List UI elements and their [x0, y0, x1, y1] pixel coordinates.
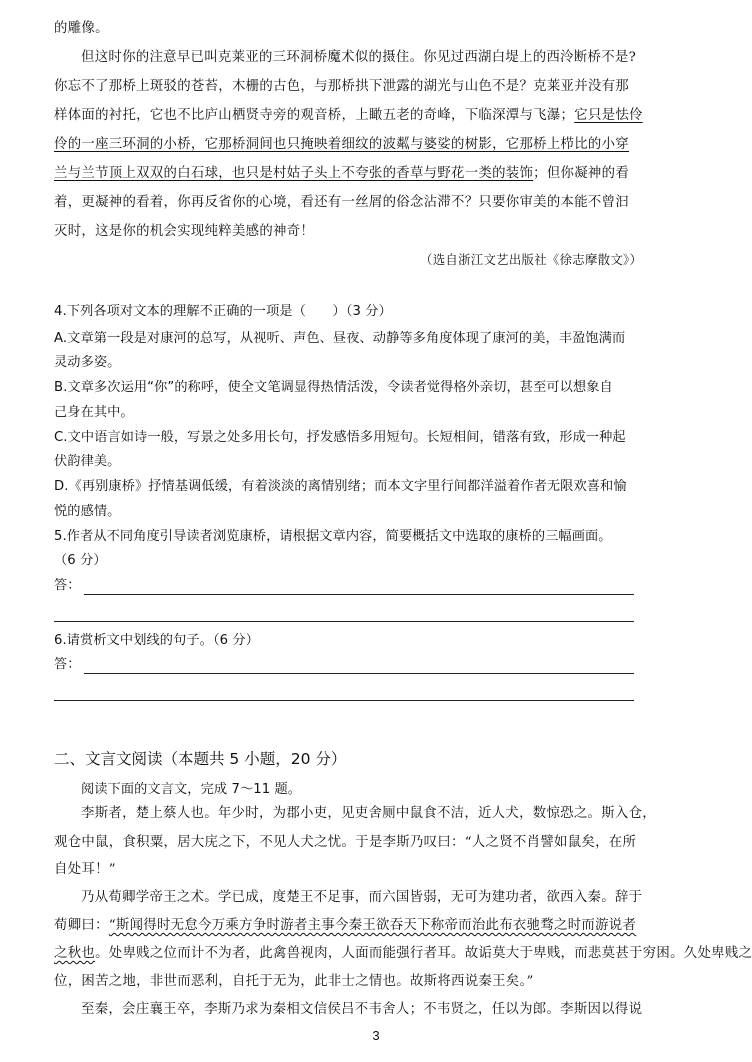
classical-line: [54, 918, 704, 934]
wavy-underlined-passage: 之秋也: [54, 946, 96, 961]
prose-text: 样体面的衬托，它也不比庐山栖贤寺旁的观音桥，上瞰五老的奇峰，下临深潭与飞瀑；: [54, 108, 575, 123]
prose-line: 灭时，这是你的机会实现纯粹美感的神奇！: [54, 224, 315, 239]
classical-line: [54, 946, 752, 962]
question-4-option-d-cont: 悦的感情。: [54, 504, 121, 519]
question-5-points: （6 分）: [54, 553, 107, 568]
classical-line: 自处耳！”: [54, 862, 116, 877]
question-4-option-a-cont: 灵动多姿。: [54, 355, 121, 370]
source-citation: （选自浙江文艺出版社《徐志摩散文》）: [420, 252, 643, 267]
question-4-option-a: A.文章第一段是对康河的总写，从视听、声色、昼夜、动静等多角度体现了康河的美，丰盈饱满而: [54, 331, 626, 346]
underlined-sentence: 它只是怯伶: [574, 108, 643, 123]
prose-line: 你忘不了那桥上斑驳的苍苔，木栅的古色，与那桥拱下泄露的湖光与山色不是？克莱亚并没有那: [54, 79, 630, 94]
section-instructions: 阅读下面的文言文，完成 7～11 题。: [81, 782, 302, 797]
classical-line: 李斯者，楚上蔡人也。年少时，为郡小吏，见吏舍厕中鼠食不洁，近人犬，数惊恐之。斯入仓，: [81, 806, 657, 821]
question-4-option-b: B.文章多次运用“你”的称呼，使全文笔调显得热情活泼，令读者觉得格外亲切，甚至可以想象自: [54, 380, 613, 395]
classical-line: 观仓中鼠，食积粟，居大庑之下，不见人犬之忧。于是李斯乃叹曰：“人之贤不肖譬如鼠矣，在所: [54, 835, 637, 850]
page-number: 3: [372, 1028, 380, 1043]
classical-line: 乃从荀卿学帝王之术。学已成，度楚王不足事，而六国皆弱，无可为建功者，欲西入秦。辞于: [81, 890, 643, 905]
question-6-stem: 6.请赏析文中划线的句子。（6 分）: [54, 633, 259, 648]
prose-text: ；但你凝神的看: [533, 166, 630, 181]
classical-line: 位，困苦之地，非世而恶利，自托于无为，此非士之情也。故斯将西说秦王矣。”: [54, 974, 534, 989]
classical-line: 至秦，会庄襄王卒，李斯乃求为秦相文信侯吕不韦舍人；不韦贤之，任以为郎。李斯因以得说: [81, 1002, 643, 1017]
underlined-sentence: 伶的一座三环洞的小桥，它那桥洞间也只掩映着细纹的波粼与婆娑的树影，它那桥上栉比的小穿: [54, 137, 630, 152]
question-4-option-c-cont: 伏韵律美。: [54, 454, 121, 469]
question-4-option-b-cont: 己身在其中。: [54, 405, 134, 420]
classical-text: 。处卑贱之位而计不为者，此禽兽视肉，人面而能强行者耳。故诟莫大于卑贱，而悲莫甚于穷困。久处卑贱之: [95, 946, 752, 961]
classical-text: 荀卿曰：: [54, 918, 109, 933]
prose-line: [54, 166, 704, 182]
answer-line[interactable]: [54, 621, 634, 622]
question-4-option-d: D.《再别康桥》抒情基调低缓，有着淡淡的离情别绪；而本文字里行间都洋溢着作者无限欢喜和愉: [54, 479, 627, 494]
question-4-option-c: C.文中语言如诗一般，写景之处多用长句，抒发感悟多用短句。长短相间，错落有致，形成一种起: [54, 430, 626, 445]
answer-label: 答：: [54, 578, 81, 593]
answer-line[interactable]: [84, 594, 634, 595]
prose-line: [54, 108, 704, 124]
prose-line: 着，更凝神的看着，你再反省你的心境，看还有一丝屑的俗念沾滞不？只要你审美的本能不曾汩: [54, 195, 630, 210]
underlined-sentence: 兰与兰节顶上双双的白石球，也只是村姑子头上不夸张的香草与野花一类的装饰: [54, 166, 534, 181]
prose-line: 的雕像。: [54, 21, 109, 36]
answer-line[interactable]: [54, 700, 634, 701]
prose-line: 但这时你的注意早已叫克莱亚的三环洞桥魔术似的摄住。你见过西湖白堤上的西泠断桥不是?: [81, 50, 637, 65]
answer-line[interactable]: [84, 673, 634, 674]
section-heading: 二、文言文阅读（本题共 5 小题，20 分）: [54, 750, 347, 768]
question-5-stem: 5.作者从不同角度引导读者浏览康桥，请根据文章内容，简要概括文中选取的康桥的三幅画面。: [54, 529, 612, 544]
question-4-stem: 4.下列各项对文本的理解不正确的一项是（ ）（3 分）: [54, 304, 392, 319]
answer-label: 答：: [54, 657, 81, 672]
wavy-underlined-passage: “斯闻得时无怠今万乘方争时游者主事今秦王欲吞天下称帝而治此布衣驰骛之时而游说者: [108, 918, 637, 933]
